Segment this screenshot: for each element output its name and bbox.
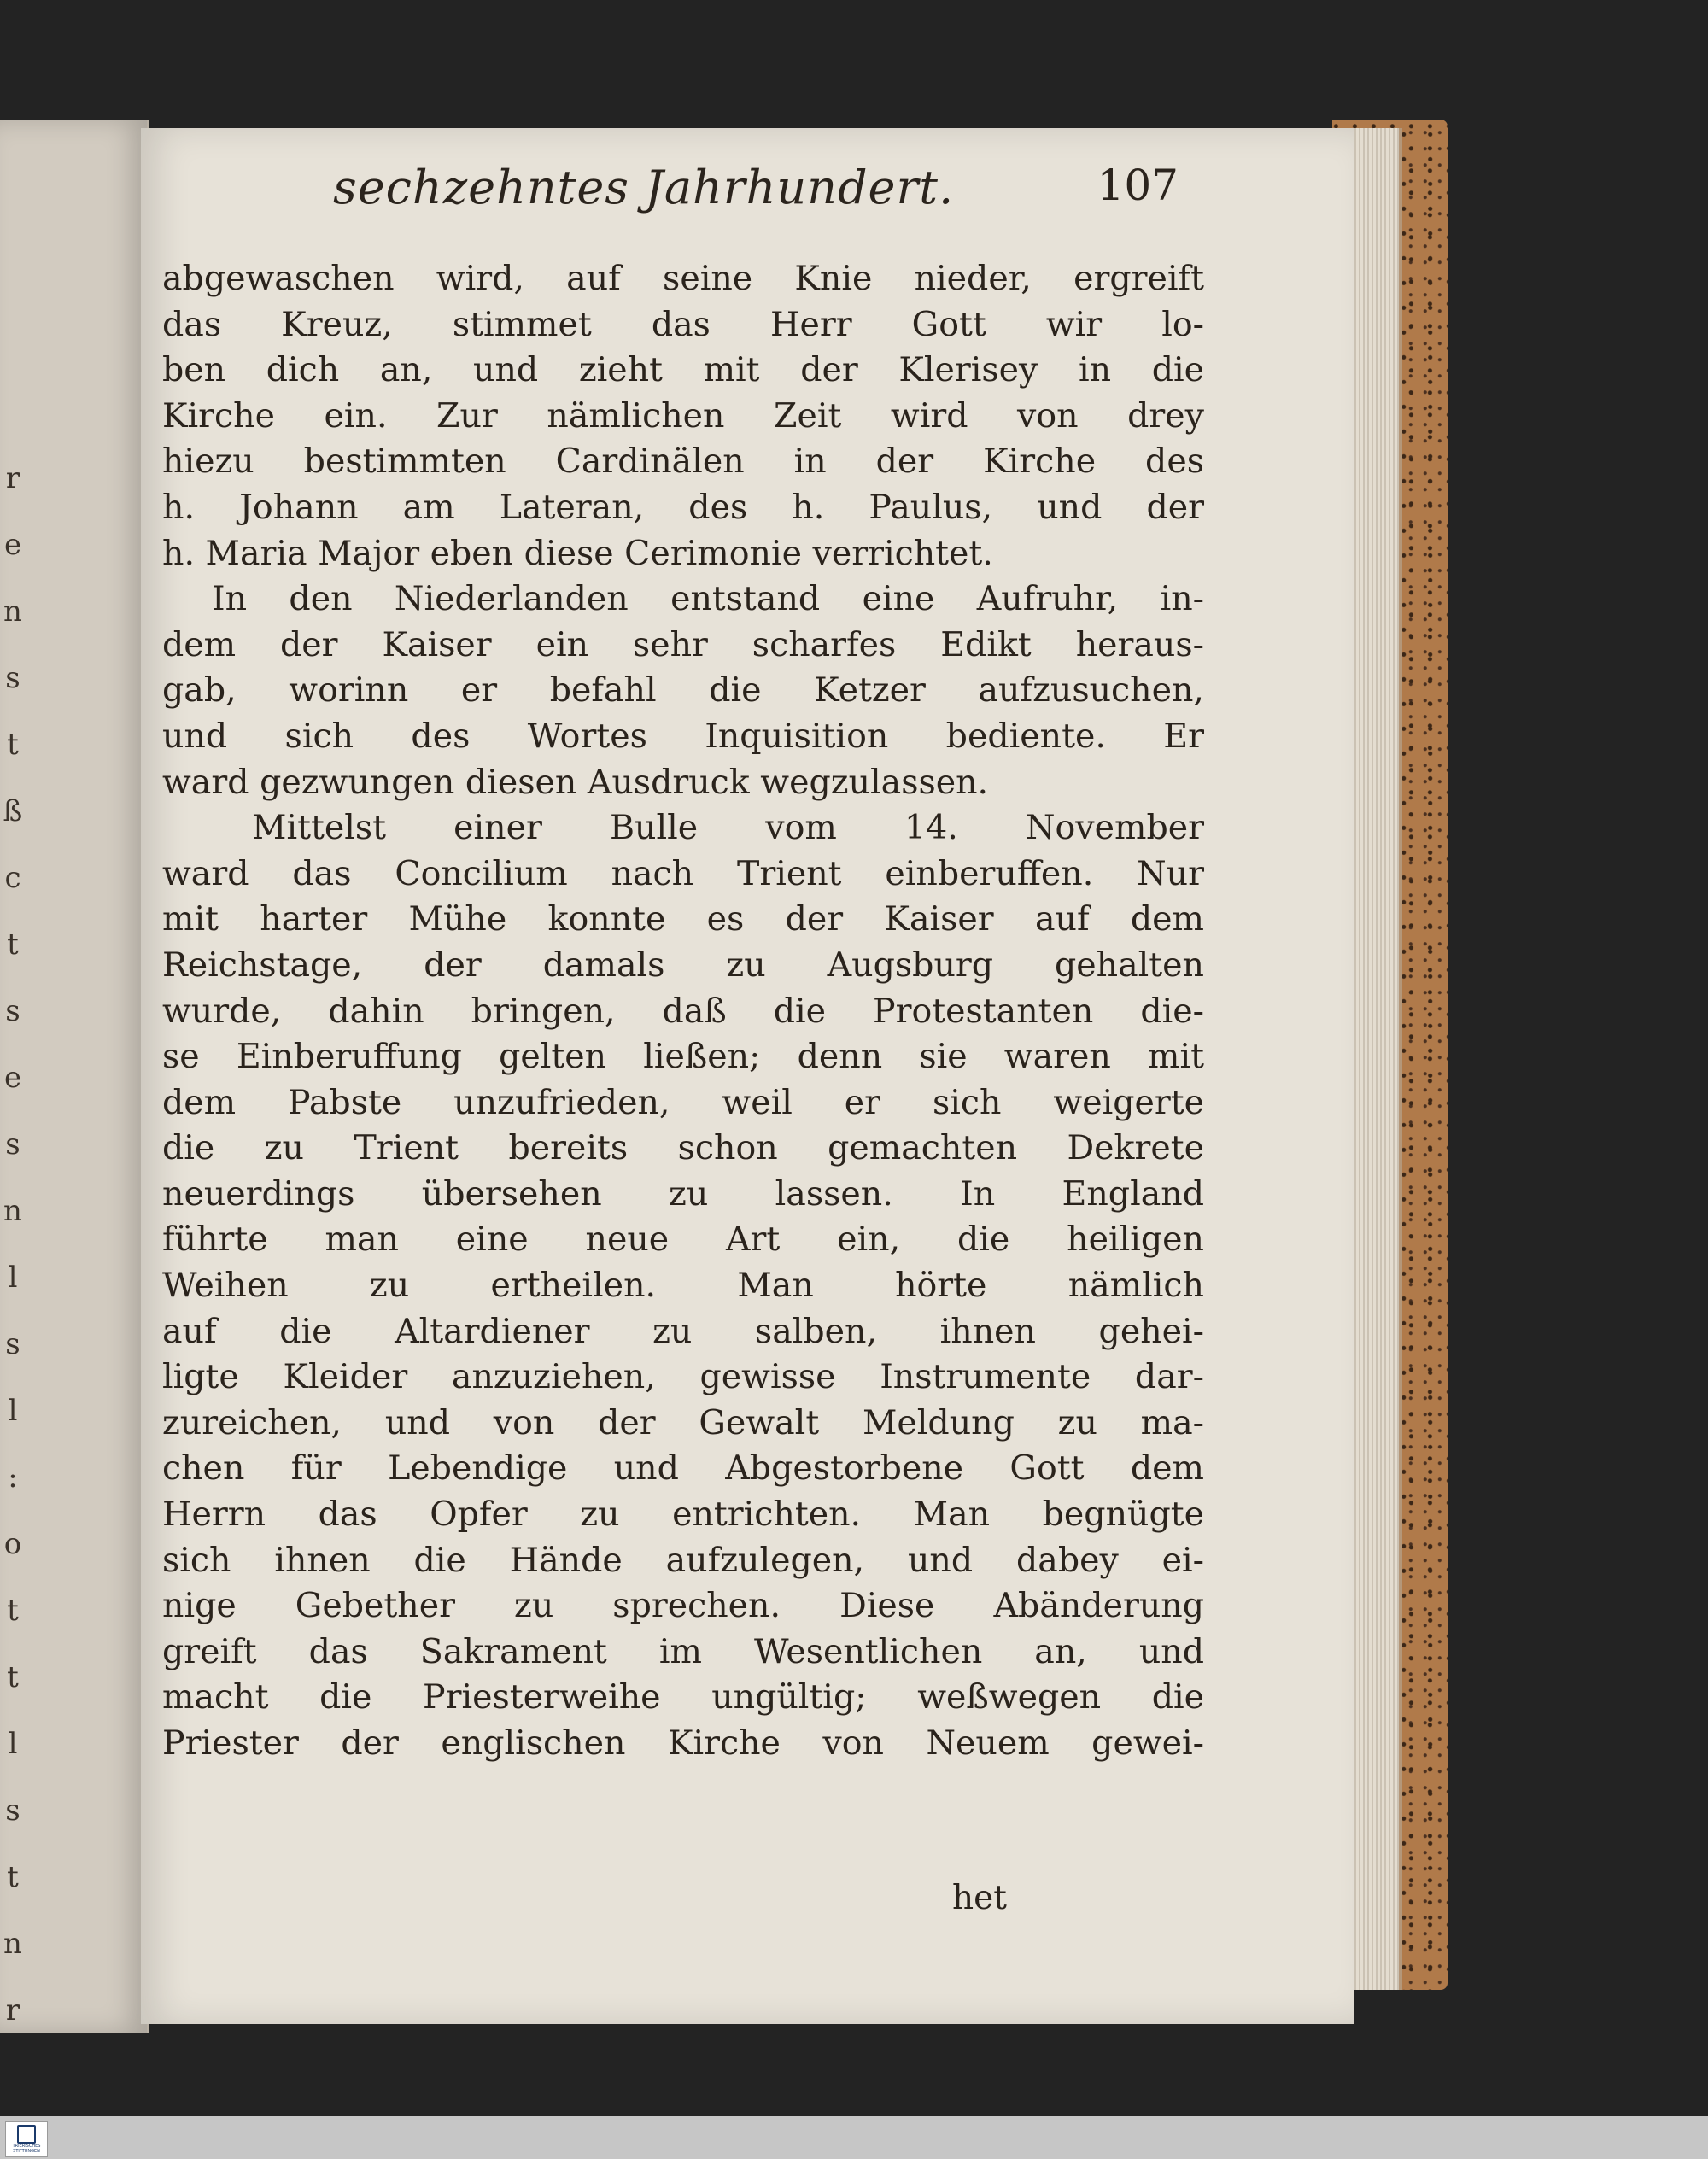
text-line: In den Niederlanden entstand eine Aufruhr, in- xyxy=(212,579,1204,619)
text-line: dem Pabste unzufrieden, weil er sich weigerte xyxy=(162,1082,1204,1122)
margin-letter: n xyxy=(3,1194,22,1228)
text-line: h. Johann am Lateran, des h. Paulus, und der xyxy=(162,487,1204,527)
text-line: und sich des Wortes Inquisition bediente. Er xyxy=(162,716,1204,756)
text-line: mit harter Mühe konnte es der Kaiser auf dem xyxy=(162,899,1204,939)
text-line: h. Maria Major eben diese Cerimonie verrichtet. xyxy=(162,533,993,573)
text-line: ward gezwungen diesen Ausdruck wegzulassen. xyxy=(162,762,989,802)
margin-letter: s xyxy=(5,1127,20,1161)
margin-letter: : xyxy=(8,1460,18,1495)
margin-letter: n xyxy=(3,594,22,629)
left-page-margin-letters xyxy=(0,461,26,2060)
margin-letter: t xyxy=(7,1660,19,1694)
margin-letter: ß xyxy=(3,794,23,828)
text-line: macht die Priesterweihe ungültig; weßwegen die xyxy=(162,1677,1204,1717)
text-line: neuerdings übersehen zu lassen. In England xyxy=(162,1173,1204,1214)
margin-letter: t xyxy=(7,728,19,762)
page-number: 107 xyxy=(1097,161,1179,210)
margin-letter: c xyxy=(4,861,21,895)
text-line: Weihen zu ertheilen. Man hörte nämlich xyxy=(162,1266,1204,1306)
text-line: Kirche ein. Zur nämlichen Zeit wird von drey xyxy=(162,395,1204,436)
margin-letter: s xyxy=(5,1327,20,1361)
text-line: nige Gebether zu sprechen. Diese Abänderung xyxy=(162,1586,1204,1626)
text-line: die zu Trient bereits schon gemachten Dekrete xyxy=(162,1128,1204,1168)
margin-letter: s xyxy=(5,1793,20,1828)
text-line: hiezu bestimmten Cardinälen in der Kirche des xyxy=(162,442,1204,482)
text-line: Mittelst einer Bulle vom 14. November xyxy=(252,808,1204,848)
margin-letter: l xyxy=(8,1394,18,1428)
text-line: greift das Sakrament im Wesentlichen an, und xyxy=(162,1631,1204,1671)
margin-letter: t xyxy=(7,1594,19,1628)
margin-letter: r xyxy=(5,1993,20,2027)
text-line: Priester der englischen Kirche von Neuem gewei- xyxy=(162,1723,1204,1763)
text-line: das Kreuz, stimmet das Herr Gott wir lo- xyxy=(162,304,1204,344)
margin-letter: e xyxy=(3,1061,22,1095)
catchword: het xyxy=(952,1879,1007,1917)
text-line: auf die Altardiener zu salben, ihnen gehei- xyxy=(162,1311,1204,1351)
text-line: sich ihnen die Hände aufzulegen, und dabey ei- xyxy=(162,1540,1204,1580)
text-line: Herrn das Opfer zu entrichten. Man begnügte xyxy=(162,1495,1204,1535)
margin-letter: r xyxy=(5,461,20,495)
text-line: ward das Concilium nach Trient einberuffen. Nur xyxy=(162,853,1204,893)
margin-letter: o xyxy=(3,1527,22,1561)
text-line: Reichstage, der damals zu Augsburg gehalten xyxy=(162,945,1204,985)
text-line: ligte Kleider anzuziehen, gewisse Instrumente dar- xyxy=(162,1357,1204,1397)
margin-letter: s xyxy=(5,994,20,1028)
margin-letter: t xyxy=(7,1860,19,1894)
running-head: sechzehntes Jahrhundert. xyxy=(333,161,955,214)
library-logo-mark-icon xyxy=(17,2125,36,2144)
text-line: ben dich an, und zieht mit der Klerisey in die xyxy=(162,350,1204,390)
viewer-footer-bar xyxy=(0,2116,1708,2159)
margin-letter: e xyxy=(3,528,22,562)
text-line: abgewaschen wird, auf seine Knie nieder, ergreift xyxy=(162,259,1204,298)
text-line: zureichen, und von der Gewalt Meldung zu ma- xyxy=(162,1402,1204,1442)
margin-letter: s xyxy=(5,661,20,695)
page-header xyxy=(333,161,1179,229)
text-line: se Einberuffung gelten ließen; denn sie waren mit xyxy=(162,1037,1204,1077)
text-line: gab, worinn er befahl die Ketzer aufzusuchen, xyxy=(162,670,1204,711)
library-logo[interactable] xyxy=(5,2121,48,2157)
body-text xyxy=(162,256,1204,1767)
text-line: führte man eine neue Art ein, die heiligen xyxy=(162,1220,1204,1260)
margin-letter: l xyxy=(8,1727,18,1761)
text-line: wurde, dahin bringen, daß die Protestanten die- xyxy=(162,991,1204,1031)
margin-letter: t xyxy=(7,927,19,962)
left-page-edge xyxy=(0,120,149,2033)
text-line: chen für Lebendige und Abgestorbene Gott dem xyxy=(162,1448,1204,1489)
margin-letter: l xyxy=(8,1261,18,1295)
library-logo-text: TRIERISCHES STIFTUNGEN xyxy=(12,2144,41,2154)
margin-letter: n xyxy=(3,1927,22,1961)
text-line: dem der Kaiser ein sehr scharfes Edikt heraus- xyxy=(162,624,1204,664)
